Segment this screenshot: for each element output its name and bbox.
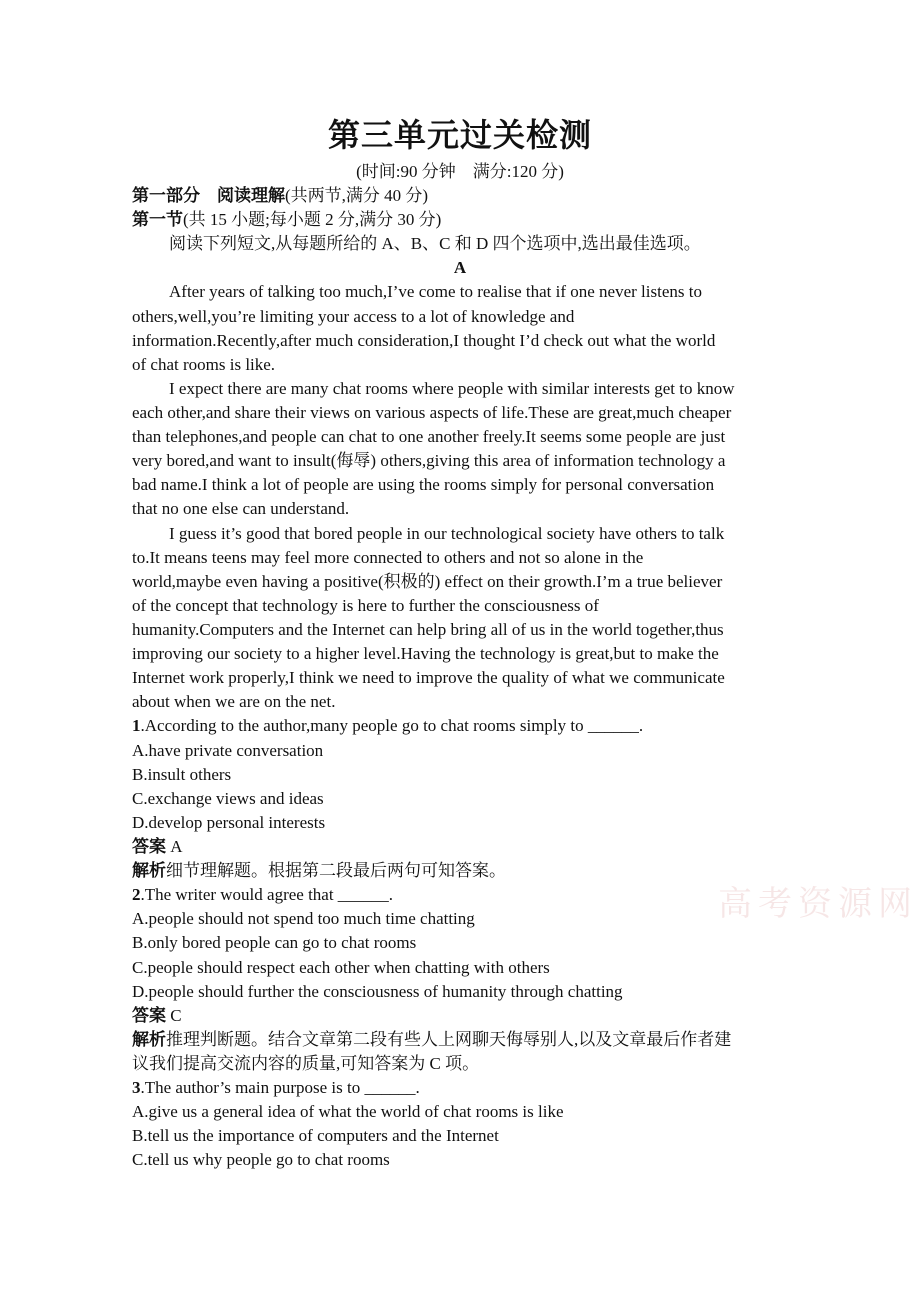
option xyxy=(132,956,832,980)
option-text: A.people should not spend too much time chatting xyxy=(132,909,475,929)
option xyxy=(132,763,832,787)
part-heading xyxy=(132,184,832,208)
analysis xyxy=(132,1028,832,1052)
text: very bored,and want to insult(侮辱) others,giving this area of information technology a xyxy=(132,451,726,471)
text: of chat rooms is like. xyxy=(132,354,276,374)
question-stem xyxy=(132,1076,832,1100)
option-text: B.only bored people can go to chat rooms xyxy=(132,933,417,953)
text: about when we are on the net. xyxy=(132,692,336,712)
question-number: 2 xyxy=(132,885,141,905)
question-number: 1 xyxy=(132,716,141,736)
instruction xyxy=(132,232,832,256)
option-text: D.develop personal interests xyxy=(132,812,326,832)
passage-line xyxy=(132,473,832,497)
passage-line xyxy=(132,690,832,714)
section-title: 第一节 xyxy=(132,210,183,230)
text: I guess it’s good that bored people in our technological society have others to talk xyxy=(169,523,725,543)
option xyxy=(132,1148,832,1172)
answer-label: 答案 xyxy=(132,836,166,856)
option-text: C.people should respect each other when chatting with others xyxy=(132,957,550,977)
option xyxy=(132,980,832,1004)
analysis-text: 推理判断题。结合文章第二段有些人上网聊天侮辱别人,以及文章最后作者建 xyxy=(166,1029,732,1049)
option xyxy=(132,1100,832,1124)
answer-label: 答案 xyxy=(132,1005,166,1025)
text: humanity.Computers and the Internet can help bring all of us in the world together,thus xyxy=(132,619,724,639)
text: to.It means teens may feel more connected to others and not so alone in the xyxy=(132,547,644,567)
passage-label xyxy=(132,256,788,280)
passage-line xyxy=(132,449,832,473)
text: of the concept that technology is here to further the consciousness of xyxy=(132,595,599,615)
text: Internet work properly,I think we need to improve the quality of what we communicate xyxy=(132,668,725,688)
part-title: 第一部分 阅读理解 xyxy=(132,186,285,205)
question-stem xyxy=(132,883,832,907)
exam-info: (时间:90 分钟 满分:120 分) xyxy=(356,162,564,181)
option xyxy=(132,739,832,763)
text: than telephones,and people can chat to one another freely.It seems some people are just xyxy=(132,427,726,447)
answer xyxy=(132,835,832,859)
document-body xyxy=(132,184,832,1172)
answer-value: A xyxy=(166,836,183,856)
option-text: C.exchange views and ideas xyxy=(132,788,324,808)
text: each other,and share their views on various aspects of life.These are great,much cheaper xyxy=(132,402,732,422)
instruction-text: 阅读下列短文,从每题所给的 A、B、C 和 D 四个选项中,选出最佳选项。 xyxy=(169,234,701,254)
passage-label-text: A xyxy=(453,258,467,278)
text: world,maybe even having a positive(积极的) effect on their growth.I’m a true believer xyxy=(132,571,723,591)
question-text: .The author’s main purpose is to ______. xyxy=(140,1078,420,1098)
option-text: D.people should further the consciousness of humanity through chatting xyxy=(132,981,623,1001)
analysis-text: 细节理解题。根据第二段最后两句可知答案。 xyxy=(166,861,506,881)
text: bad name.I think a lot of people are using the rooms simply for personal conversation xyxy=(132,475,715,495)
passage-line xyxy=(132,353,832,377)
analysis xyxy=(132,859,832,883)
analysis xyxy=(132,1052,832,1076)
passage-line xyxy=(132,497,832,521)
option xyxy=(132,1124,832,1148)
text: improving our society to a higher level.Having the technology is great,but to make the xyxy=(132,644,719,664)
passage-line xyxy=(132,377,832,401)
option-text: B.insult others xyxy=(132,764,232,784)
question-text: .The writer would agree that ______. xyxy=(140,885,394,905)
option xyxy=(132,907,832,931)
option xyxy=(132,931,832,955)
text: others,well,you’re limiting your access to a lot of knowledge and xyxy=(132,306,575,326)
option-text: A.have private conversation xyxy=(132,740,324,760)
passage-line xyxy=(132,280,832,304)
part-info: (共两节,满分 40 分) xyxy=(285,186,429,205)
question-text: .According to the author,many people go to chat rooms simply to ______. xyxy=(140,716,644,736)
text: After years of talking too much,I’ve come to realise that if one never listens to xyxy=(169,282,702,302)
answer-value: C xyxy=(166,1005,182,1025)
text: that no one else can understand. xyxy=(132,499,350,519)
section-heading xyxy=(132,208,832,232)
passage-line xyxy=(132,570,832,594)
option xyxy=(132,787,832,811)
option xyxy=(132,811,832,835)
analysis-text: 议我们提高交流内容的质量,可知答案为 C 项。 xyxy=(132,1053,480,1073)
passage-line xyxy=(132,546,832,570)
text: information.Recently,after much consideration,I thought I’d check out what the world xyxy=(132,330,716,350)
question-stem xyxy=(132,714,832,738)
passage-line xyxy=(132,305,832,329)
page-title: 第三单元过关检测 xyxy=(327,117,592,153)
watermark: 高考资源网 xyxy=(718,884,918,924)
option-text: B.tell us the importance of computers and the Internet xyxy=(132,1126,499,1146)
option-text: A.give us a general idea of what the world of chat rooms is like xyxy=(132,1102,564,1122)
passage-line xyxy=(132,618,832,642)
passage-line xyxy=(132,522,832,546)
passage-line xyxy=(132,401,832,425)
section-info: (共 15 小题;每小题 2 分,满分 30 分) xyxy=(183,210,442,230)
analysis-label: 解析 xyxy=(132,1029,166,1049)
passage-line xyxy=(132,666,832,690)
answer xyxy=(132,1004,832,1028)
passage-line xyxy=(132,329,832,353)
passage-line xyxy=(132,594,832,618)
text: I expect there are many chat rooms where people with similar interests get to know xyxy=(169,378,735,398)
analysis-label: 解析 xyxy=(132,861,166,881)
passage-line xyxy=(132,425,832,449)
passage-line xyxy=(132,642,832,666)
question-number: 3 xyxy=(132,1078,141,1098)
option-text: C.tell us why people go to chat rooms xyxy=(132,1150,390,1170)
